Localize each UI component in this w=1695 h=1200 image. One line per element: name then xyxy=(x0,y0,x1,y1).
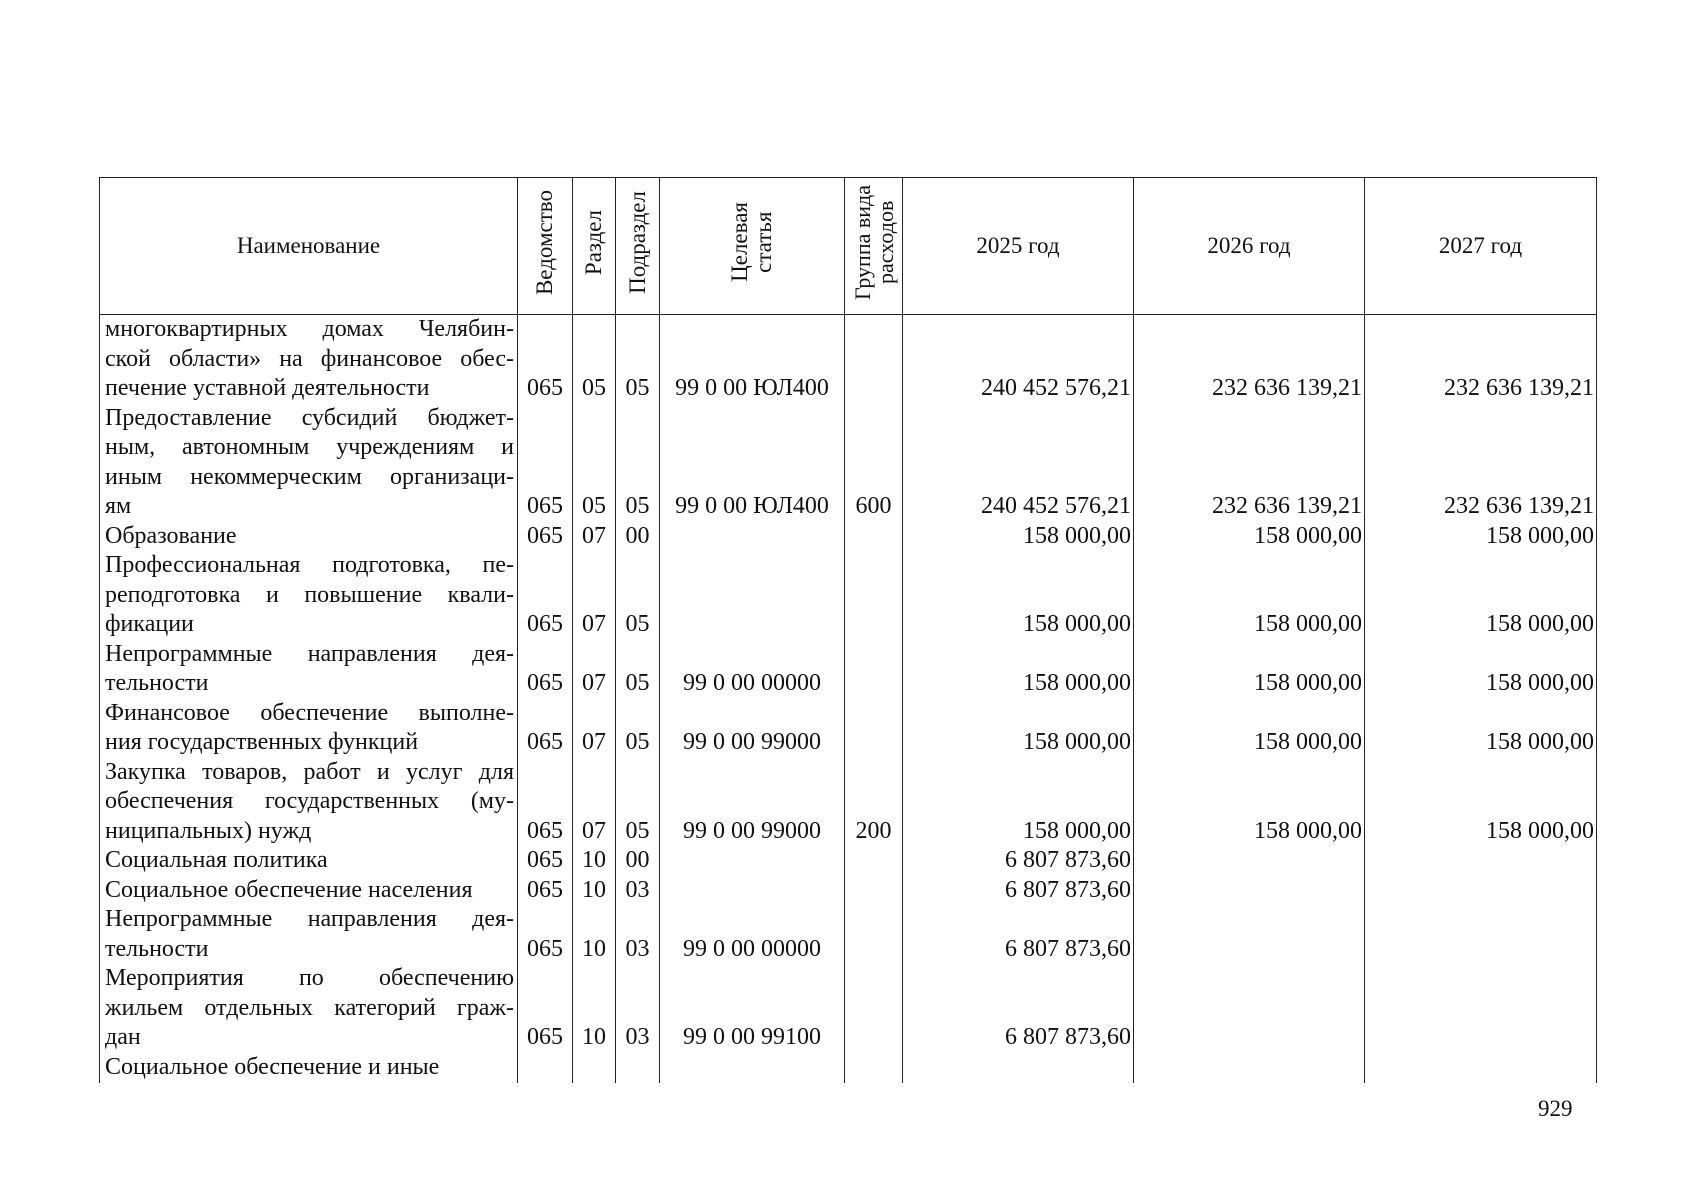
row-amount-2025: 158 000,00 xyxy=(903,551,1134,640)
row-razdel: 07 xyxy=(573,640,616,699)
row-razdel: 07 xyxy=(573,699,616,758)
row-name-line: ниципальных) нужд xyxy=(105,817,312,844)
row-name-line: Социальное обеспечение населения xyxy=(105,876,473,903)
row-gruppa xyxy=(845,551,903,640)
row-name-line: Образование xyxy=(105,522,237,549)
row-amount-2025: 240 452 576,21 xyxy=(903,315,1134,404)
header-year-2025: 2025 год xyxy=(903,178,1134,315)
row-podrazdel: 03 xyxy=(616,905,660,964)
row-name-line: фикации xyxy=(105,611,194,637)
row-gruppa xyxy=(845,522,903,552)
row-podrazdel: 05 xyxy=(616,640,660,699)
row-amount-2025: 240 452 576,21 xyxy=(903,404,1134,522)
row-razdel: 10 xyxy=(573,846,616,876)
row-name-line: жильем отдельных категорий граж- xyxy=(105,994,514,1021)
row-celevaya-statya xyxy=(660,551,845,640)
row-razdel: 10 xyxy=(573,876,616,906)
row-gruppa xyxy=(845,1053,903,1083)
row-razdel: 07 xyxy=(573,551,616,640)
row-name-line: тельности xyxy=(105,935,209,962)
row-amount-2025: 158 000,00 xyxy=(903,522,1134,552)
row-amount-2026: 158 000,00 xyxy=(1134,758,1365,847)
row-amount-2027 xyxy=(1365,964,1597,1053)
table-row xyxy=(100,876,1597,906)
table-row xyxy=(100,640,1597,699)
row-amount-2026: 158 000,00 xyxy=(1134,522,1365,552)
row-name xyxy=(100,699,518,758)
row-name-line: Профессиональная подготовка, пе- xyxy=(105,552,514,578)
table-header-row xyxy=(100,178,1597,315)
row-vedomstvo: 065 xyxy=(518,640,573,699)
header-name: Наименование xyxy=(100,178,518,315)
row-vedomstvo: 065 xyxy=(518,404,573,522)
row-celevaya-statya: 99 0 00 00000 xyxy=(660,640,845,699)
row-razdel: 10 xyxy=(573,905,616,964)
table-row xyxy=(100,846,1597,876)
row-celevaya-statya xyxy=(660,522,845,552)
row-amount-2025: 6 807 873,60 xyxy=(903,846,1134,876)
row-celevaya-statya xyxy=(660,1053,845,1083)
row-celevaya-statya: 99 0 00 99100 xyxy=(660,964,845,1053)
row-razdel: 05 xyxy=(573,315,616,404)
table-row xyxy=(100,905,1597,964)
row-name-line: Непрограммные направления дея- xyxy=(105,640,514,667)
row-vedomstvo: 065 xyxy=(518,522,573,552)
row-podrazdel: 05 xyxy=(616,699,660,758)
table-row xyxy=(100,315,1597,404)
row-name xyxy=(100,404,518,522)
row-podrazdel xyxy=(616,1053,660,1083)
row-amount-2026 xyxy=(1134,876,1365,906)
row-amount-2027: 158 000,00 xyxy=(1365,522,1597,552)
row-name-line: реподготовка и повышение квали- xyxy=(105,581,514,608)
row-name-line: иным некоммерческим организаци- xyxy=(105,463,514,490)
row-name-line: Мероприятия по обеспечению xyxy=(105,965,514,991)
header-podrazdel: Подраздел xyxy=(616,178,660,315)
row-amount-2027: 158 000,00 xyxy=(1365,640,1597,699)
row-amount-2027 xyxy=(1365,905,1597,964)
row-amount-2026 xyxy=(1134,1053,1365,1083)
row-podrazdel: 05 xyxy=(616,404,660,522)
row-vedomstvo: 065 xyxy=(518,905,573,964)
row-name xyxy=(100,315,518,404)
row-razdel: 10 xyxy=(573,964,616,1053)
row-name-line: тельности xyxy=(105,670,209,696)
row-name-line: ям xyxy=(105,493,132,519)
row-name xyxy=(100,876,518,906)
row-amount-2027: 232 636 139,21 xyxy=(1365,404,1597,522)
row-celevaya-statya: 99 0 00 ЮЛ400 xyxy=(660,404,845,522)
row-amount-2026: 158 000,00 xyxy=(1134,640,1365,699)
row-amount-2027: 232 636 139,21 xyxy=(1365,315,1597,404)
header-razdel: Раздел xyxy=(573,178,616,315)
table-body xyxy=(100,315,1597,1083)
row-amount-2026: 158 000,00 xyxy=(1134,699,1365,758)
row-name xyxy=(100,522,518,552)
row-name-line: Непрограммные направления дея- xyxy=(105,906,514,932)
row-amount-2025: 158 000,00 xyxy=(903,758,1134,847)
row-amount-2025: 6 807 873,60 xyxy=(903,876,1134,906)
row-gruppa: 200 xyxy=(845,758,903,847)
row-name-line: многоквартирных домах Челябин- xyxy=(105,316,514,342)
table-row xyxy=(100,404,1597,522)
row-podrazdel: 00 xyxy=(616,522,660,552)
row-celevaya-statya xyxy=(660,846,845,876)
header-year-2027: 2027 год xyxy=(1365,178,1597,315)
row-name xyxy=(100,758,518,847)
row-name-line: ской области» на финансовое обес- xyxy=(105,345,514,372)
row-name xyxy=(100,640,518,699)
row-celevaya-statya: 99 0 00 00000 xyxy=(660,905,845,964)
row-gruppa: 600 xyxy=(845,404,903,522)
table-row xyxy=(100,1053,1597,1083)
row-gruppa xyxy=(845,640,903,699)
row-name-line: Предоставление субсидий бюджет- xyxy=(105,404,514,431)
row-razdel xyxy=(573,1053,616,1083)
row-name xyxy=(100,905,518,964)
row-amount-2025: 6 807 873,60 xyxy=(903,905,1134,964)
row-amount-2025: 158 000,00 xyxy=(903,699,1134,758)
row-name-line: Социальное обеспечение и иные xyxy=(105,1054,440,1080)
row-name-line: Социальная политика xyxy=(105,847,328,873)
row-amount-2026: 232 636 139,21 xyxy=(1134,404,1365,522)
row-amount-2027 xyxy=(1365,846,1597,876)
row-amount-2027: 158 000,00 xyxy=(1365,758,1597,847)
row-podrazdel: 03 xyxy=(616,964,660,1053)
row-amount-2026 xyxy=(1134,964,1365,1053)
budget-table xyxy=(99,177,1597,1083)
row-name-line: Финансовое обеспечение выполне- xyxy=(105,699,514,726)
row-vedomstvo: 065 xyxy=(518,315,573,404)
row-vedomstvo: 065 xyxy=(518,699,573,758)
header-celevaya-statya: Целевая статья xyxy=(660,178,845,315)
row-celevaya-statya: 99 0 00 99000 xyxy=(660,699,845,758)
row-amount-2026: 158 000,00 xyxy=(1134,551,1365,640)
header-vedomstvo: Ведомство xyxy=(518,178,573,315)
row-amount-2026 xyxy=(1134,846,1365,876)
table-row xyxy=(100,964,1597,1053)
row-name-line: дан xyxy=(105,1024,141,1050)
row-vedomstvo: 065 xyxy=(518,551,573,640)
header-year-2026: 2026 год xyxy=(1134,178,1365,315)
row-name-line: печение уставной деятельности xyxy=(105,375,430,401)
row-amount-2025 xyxy=(903,1053,1134,1083)
table-row xyxy=(100,522,1597,552)
row-name xyxy=(100,964,518,1053)
row-name xyxy=(100,846,518,876)
row-celevaya-statya: 99 0 00 ЮЛ400 xyxy=(660,315,845,404)
row-vedomstvo: 065 xyxy=(518,876,573,906)
row-razdel: 07 xyxy=(573,522,616,552)
row-amount-2026 xyxy=(1134,905,1365,964)
row-gruppa xyxy=(845,699,903,758)
table-row xyxy=(100,699,1597,758)
row-amount-2027 xyxy=(1365,1053,1597,1083)
row-name-line: ным, автономным учреждениям и xyxy=(105,434,514,460)
table-row xyxy=(100,551,1597,640)
row-podrazdel: 00 xyxy=(616,846,660,876)
header-gruppa-vida-rashodov: Группа вида расходов xyxy=(845,178,903,315)
row-name xyxy=(100,551,518,640)
row-vedomstvo: 065 xyxy=(518,846,573,876)
row-celevaya-statya: 99 0 00 99000 xyxy=(660,758,845,847)
page-number: 929 xyxy=(1538,1096,1573,1121)
row-podrazdel: 05 xyxy=(616,315,660,404)
row-podrazdel: 05 xyxy=(616,758,660,847)
row-gruppa xyxy=(845,964,903,1053)
row-name-line: Закупка товаров, работ и услуг для xyxy=(105,758,514,785)
row-gruppa xyxy=(845,846,903,876)
row-amount-2027: 158 000,00 xyxy=(1365,699,1597,758)
row-name-line: обеспечения государственных (му- xyxy=(105,788,514,814)
row-amount-2027: 158 000,00 xyxy=(1365,551,1597,640)
row-gruppa xyxy=(845,315,903,404)
row-gruppa xyxy=(845,905,903,964)
row-amount-2026: 232 636 139,21 xyxy=(1134,315,1365,404)
row-amount-2025: 158 000,00 xyxy=(903,640,1134,699)
row-name-line: ния государственных функций xyxy=(105,729,419,755)
row-gruppa xyxy=(845,876,903,906)
row-podrazdel: 05 xyxy=(616,551,660,640)
row-amount-2025: 6 807 873,60 xyxy=(903,964,1134,1053)
row-amount-2027 xyxy=(1365,876,1597,906)
row-name xyxy=(100,1053,518,1083)
row-podrazdel: 03 xyxy=(616,876,660,906)
row-celevaya-statya xyxy=(660,876,845,906)
row-vedomstvo xyxy=(518,1053,573,1083)
row-razdel: 07 xyxy=(573,758,616,847)
table-row xyxy=(100,758,1597,847)
row-vedomstvo: 065 xyxy=(518,964,573,1053)
row-vedomstvo: 065 xyxy=(518,758,573,847)
row-razdel: 05 xyxy=(573,404,616,522)
